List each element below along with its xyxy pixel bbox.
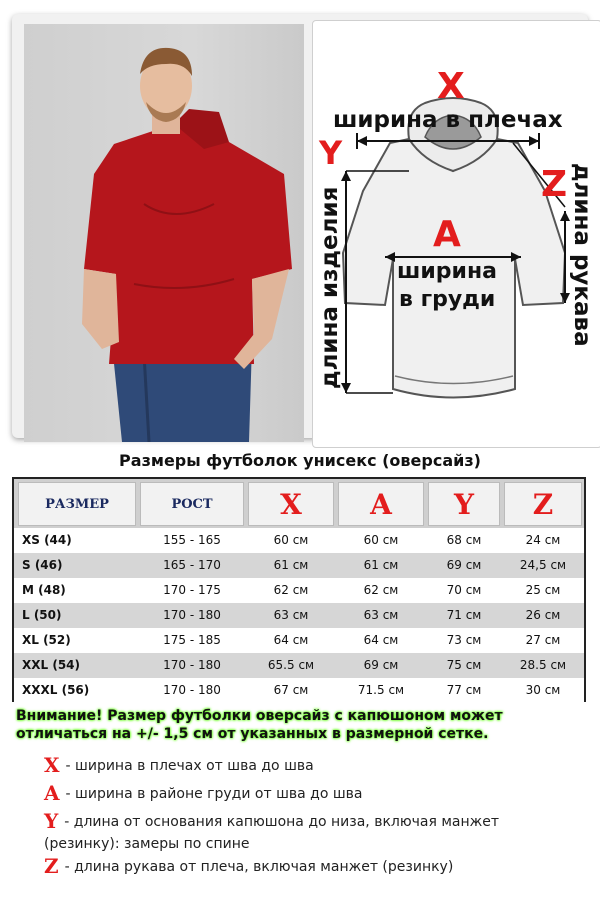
z-letter: Z: [541, 164, 568, 205]
cell-x: 61 см: [273, 558, 309, 572]
legend-text: - ширина в плечах от шва до шва: [65, 758, 314, 774]
cell-y: 69 см: [446, 558, 482, 572]
cell-x: 64 см: [273, 633, 309, 647]
cell-height: 170 - 180: [163, 658, 221, 672]
cell-height: 175 - 185: [163, 633, 221, 647]
cell-y: 70 см: [446, 583, 482, 597]
model-illustration: [24, 24, 304, 442]
cell-z: 28.5 см: [519, 658, 567, 672]
table-row: [14, 603, 584, 628]
cell-size: XXXL (56): [22, 683, 90, 697]
cell-a: 60 см: [363, 533, 399, 547]
table-body: [14, 528, 584, 703]
cell-z: 25 см: [525, 583, 561, 597]
cell-y: 73 см: [446, 633, 482, 647]
cell-a: 69 см: [363, 658, 399, 672]
legend-letter: X: [44, 753, 60, 777]
header-height: РОСТ: [140, 482, 244, 526]
y-label-vertical: длина изделия: [317, 186, 343, 389]
cell-y: 77 см: [446, 683, 482, 697]
cell-z: 27 см: [525, 633, 561, 647]
header-size: РАЗМЕР: [18, 482, 136, 526]
product-card: [12, 14, 595, 438]
cell-size: M (48): [22, 583, 66, 597]
cell-height: 170 - 175: [163, 583, 221, 597]
legend-text: - ширина в районе груди от шва до шва: [65, 786, 363, 802]
cell-height: 155 - 165: [163, 533, 221, 547]
cell-x: 65.5 см: [267, 658, 315, 672]
cell-size: XL (52): [22, 633, 71, 647]
table-header: [18, 482, 582, 526]
legend-letter: Z: [44, 854, 59, 878]
cell-z: 26 см: [525, 608, 561, 622]
cell-x: 60 см: [273, 533, 309, 547]
cell-z: 30 см: [525, 683, 561, 697]
cell-height: 170 - 180: [163, 683, 221, 697]
z-label-vertical: длина рукава: [569, 163, 595, 347]
model-photo: [24, 24, 304, 442]
cell-y: 71 см: [446, 608, 482, 622]
a-label-line2: в груди: [399, 287, 496, 312]
legend-item-z: [44, 855, 564, 878]
x-label: ширина в плечах: [333, 107, 563, 133]
cell-a: 62 см: [363, 583, 399, 597]
a-letter: A: [433, 214, 461, 255]
cell-x: 67 см: [273, 683, 309, 697]
legend-item-a: [44, 782, 564, 805]
legend-text: - длина рукава от плеча, включая манжет (резинку): [64, 859, 454, 875]
cell-size: XXL (54): [22, 658, 80, 672]
table-row: [14, 553, 584, 578]
legend-item-y: [44, 810, 564, 855]
legend-letter: A: [44, 781, 60, 805]
legend-item-x: [44, 754, 564, 777]
size-table: [12, 477, 586, 702]
cell-x: 63 см: [273, 608, 309, 622]
table-row: [14, 578, 584, 603]
size-warning-notice: Внимание! Размер футболки оверсайз с капюшоном может отличаться на +/- 1,5 см от указанных в размерной сетке.: [16, 708, 503, 742]
size-table-title: Размеры футболок унисекс (оверсайз): [119, 451, 481, 470]
cell-a: 71.5 см: [357, 683, 405, 697]
cell-size: XS (44): [22, 533, 72, 547]
header-y: Y: [428, 482, 500, 526]
header-z: Z: [504, 482, 582, 526]
cell-a: 63 см: [363, 608, 399, 622]
header-x: X: [248, 482, 334, 526]
cell-height: 170 - 180: [163, 608, 221, 622]
y-letter: Y: [319, 134, 343, 172]
legend-text: - длина от основания капюшона до низа, включая манжет (резинку): замеры по спине: [44, 814, 500, 852]
size-schema: [312, 20, 600, 448]
table-row: [14, 653, 584, 678]
cell-a: 64 см: [363, 633, 399, 647]
cell-size: S (46): [22, 558, 63, 572]
table-row: [14, 678, 584, 703]
legend-letter: Y: [44, 809, 59, 833]
cell-height: 165 - 170: [163, 558, 221, 572]
cell-z: 24 см: [525, 533, 561, 547]
x-letter: X: [437, 66, 465, 107]
cell-a: 61 см: [363, 558, 399, 572]
header-a: A: [338, 482, 424, 526]
cell-x: 62 см: [273, 583, 309, 597]
cell-y: 75 см: [446, 658, 482, 672]
cell-y: 68 см: [446, 533, 482, 547]
table-row: [14, 628, 584, 653]
cell-size: L (50): [22, 608, 62, 622]
a-label-line1: ширина: [397, 259, 497, 284]
table-row: [14, 528, 584, 553]
cell-z: 24,5 см: [519, 558, 567, 572]
